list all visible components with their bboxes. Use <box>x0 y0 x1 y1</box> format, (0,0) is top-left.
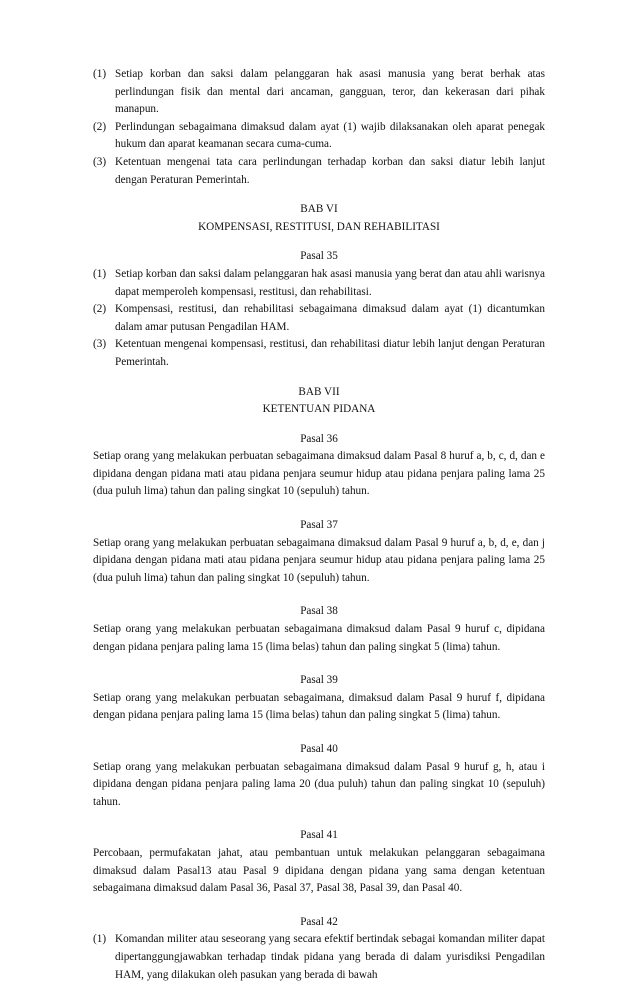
item-number: (1) <box>93 68 107 80</box>
item-text: Ketentuan mengenai kompensasi, restitusi, dan rehabilitasi diatur lebih lanjut dengan Peraturan Pemerintah. <box>115 338 545 368</box>
article-heading: Pasal 38 <box>300 605 338 618</box>
item-number: (3) <box>93 338 107 351</box>
article-text: Setiap orang yang melakukan perbuatan sebagaimana dimaksud dalam Pasal 9 huruf a, b, d, e, dan j dipidana dengan pidana mati atau pidana penjara seumur hidup atau pidana penjara paling lama 25 (dua puluh lima) tahun dan paling singkat 10 (sepuluh) tahun. <box>93 536 545 584</box>
article-text: Setiap orang yang melakukan perbuatan sebagaimana dimaksud dalam Pasal 9 huruf g, h, atau i dipidana dengan pidana penjara paling lama 20 (dua puluh) tahun dan paling singkat 10 (sepuluh) tahun. <box>93 760 545 808</box>
item-text: Perlindungan sebagaimana dimaksud dalam ayat (1) wajib dilaksanakan oleh aparat penegak hukum dan aparat keamanan secara cuma-cuma. <box>115 120 545 151</box>
item-text: Komandan militer atau seseorang yang secara efektif bertindak sebagai komandan militer dapat dipertanggungjawabkan terhadap tindak pidana yang berada di dalam yurisdiksi Pengadilan HAM, yang dilakukan oleh pasukan yang berada di bawah <box>115 933 545 981</box>
list-item <box>93 66 545 119</box>
list-item <box>93 154 545 189</box>
list-item <box>93 266 545 301</box>
article-heading: Pasal 37 <box>300 519 338 532</box>
article-heading: Pasal 42 <box>300 915 338 928</box>
list-item <box>93 931 545 984</box>
chapter-title: KOMPENSASI, RESTITUSI, DAN REHABILITASI <box>198 220 440 233</box>
article-text: Setiap orang yang melakukan perbuatan sebagaimana, dimaksud dalam Pasal 9 huruf f, dipidana dengan pidana penjara paling lama 15 (lima belas) tahun dan paling singkat 5 (lima) tahun. <box>93 691 545 722</box>
item-number: (1) <box>93 933 107 946</box>
article-text: Setiap orang yang melakukan perbuatan sebagaimana dimaksud dalam Pasal 9 huruf c, dipidana dengan pidana penjara paling lama 15 (lima belas) tahun dan paling singkat 5 (lima) tahun. <box>93 623 545 653</box>
item-text: Setiap korban dan saksi dalam pelanggaran hak asasi manusia yang berat dan atau ahli warisnya dapat memperoleh kompensasi, restitusi, dan rehabilitasi. <box>115 267 545 298</box>
article-text: Percobaan, permufakatan jahat, atau pembantuan untuk melakukan pelanggaran sebagaimana dimaksud dalam Pasal13 atau Pasal 9 dipidana dengan pidana yang sama dengan ketentuan sebagaimana dimaksud dalam Pasal 36, Pasal 37, Pasal 38, Pasal 39, dan Pasal 40. <box>93 846 545 895</box>
article-text: Setiap orang yang melakukan perbuatan sebagaimana dimaksud dalam Pasal 8 huruf a, b, c, d, dan e dipidana dengan pidana mati atau pidana penjara seumur hidup atau pidana penjara paling lama 25 (dua puluh lima) tahun dan paling singkat 10 (sepuluh) tahun. <box>93 450 545 498</box>
list-item <box>93 336 545 371</box>
chapter-title: KETENTUAN PIDANA <box>262 403 376 416</box>
article-heading: Pasal 35 <box>300 250 338 263</box>
article-heading: Pasal 36 <box>300 432 338 445</box>
list-item <box>93 119 545 154</box>
chapter-label: BAB VI <box>300 203 338 216</box>
document-body <box>93 66 545 984</box>
item-number: (1) <box>93 267 107 280</box>
item-number: (3) <box>93 155 107 168</box>
item-text: Setiap korban dan saksi dalam pelanggaran hak asasi manusia yang berat berhak atas perlindungan fisik dan mental dari ancaman, gangguan, teror, dan kekerasan dari pihak manapun. <box>115 68 545 116</box>
chapter-label: BAB VII <box>298 385 340 398</box>
list-item <box>93 301 545 336</box>
item-number: (2) <box>93 303 107 316</box>
article-heading: Pasal 40 <box>300 743 338 755</box>
item-number: (2) <box>93 120 107 133</box>
article-heading: Pasal 41 <box>300 829 338 842</box>
item-text: Ketentuan mengenai tata cara perlindungan terhadap korban dan saksi diatur lebih lanjut dengan Peraturan Pemerintah. <box>115 155 545 186</box>
item-text: Kompensasi, restitusi, dan rehabilitasi sebagaimana dimaksud dalam ayat (1) dicantumkan dalam amar putusan Pengadilan HAM. <box>115 303 545 333</box>
article-heading: Pasal 39 <box>300 674 338 687</box>
